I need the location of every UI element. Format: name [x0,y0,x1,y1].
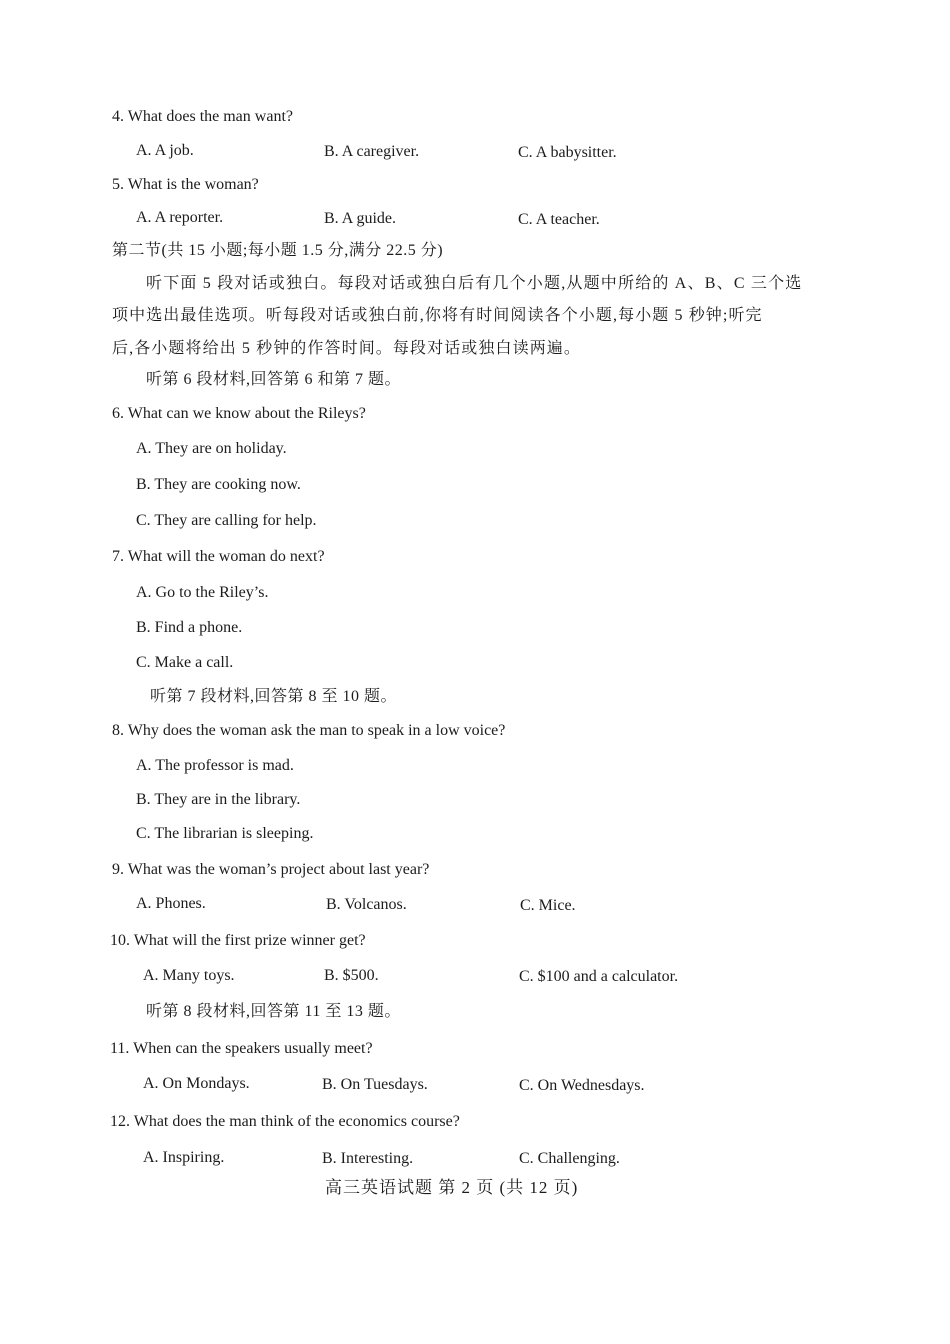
q7-stem: 7. What will the woman do next? [112,548,325,565]
q8-option-c: C. The librarian is sleeping. [136,825,314,842]
material-6-heading: 听第 6 段材料,回答第 6 和第 7 题。 [146,371,402,388]
q6-option-c: C. They are calling for help. [136,512,317,529]
q10-option-a: A. Many toys. [143,967,235,984]
q5-option-b: B. A guide. [324,210,397,227]
q7-option-b: B. Find a phone. [136,619,243,636]
q4-option-b: B. A caregiver. [324,143,420,160]
q5-option-a: A. A reporter. [136,209,224,226]
q4-stem: 4. What does the man want? [112,108,293,125]
q12-option-c: C. Challenging. [519,1150,620,1167]
q4-option-c: C. A babysitter. [518,144,617,161]
q12-stem: 12. What does the man think of the economics course? [110,1113,460,1130]
q9-option-c: C. Mice. [520,897,576,914]
section2-instruction-line2: 项中选出最佳选项。听每段对话或独白前,你将有时间阅读各个小题,每小题 5 秒钟;听完 [112,307,763,324]
q8-option-b: B. They are in the library. [136,791,301,808]
q9-stem: 9. What was the woman’s project about last year? [112,861,430,878]
material-7-heading: 听第 7 段材料,回答第 8 至 10 题。 [150,688,398,705]
section2-instruction-line3: 后,各小题将给出 5 秒钟的作答时间。每段对话或独白读两遍。 [112,340,582,357]
q4-option-a: A. A job. [136,142,194,159]
q7-option-c: C. Make a call. [136,654,234,671]
q5-option-c: C. A teacher. [518,211,600,228]
q6-option-b: B. They are cooking now. [136,476,301,493]
page-footer: 高三英语试题 第 2 页 (共 12 页) [325,1178,579,1197]
q11-option-c: C. On Wednesdays. [519,1077,645,1094]
q9-option-b: B. Volcanos. [326,896,407,913]
q8-stem: 8. Why does the woman ask the man to speak in a low voice? [112,722,506,739]
q10-stem: 10. What will the first prize winner get? [110,932,366,949]
q10-option-c: C. $100 and a calculator. [519,968,679,985]
q11-stem: 11. When can the speakers usually meet? [110,1040,373,1057]
q6-stem: 6. What can we know about the Rileys? [112,405,366,422]
q11-option-a: A. On Mondays. [143,1075,250,1092]
q8-option-a: A. The professor is mad. [136,757,294,774]
q10-option-b: B. $500. [324,967,379,984]
q6-option-a: A. They are on holiday. [136,440,287,457]
section2-title: 第二节(共 15 小题;每小题 1.5 分,满分 22.5 分) [112,242,444,259]
material-8-heading: 听第 8 段材料,回答第 11 至 13 题。 [146,1003,401,1020]
q12-option-b: B. Interesting. [322,1150,414,1167]
q9-option-a: A. Phones. [136,895,206,912]
section2-instruction-line1: 听下面 5 段对话或独白。每段对话或独白后有几个小题,从题中所给的 A、B、C 三个选 [146,275,803,292]
q7-option-a: A. Go to the Riley’s. [136,584,269,601]
q5-stem: 5. What is the woman? [112,176,259,193]
q11-option-b: B. On Tuesdays. [322,1076,428,1093]
q12-option-a: A. Inspiring. [143,1149,225,1166]
